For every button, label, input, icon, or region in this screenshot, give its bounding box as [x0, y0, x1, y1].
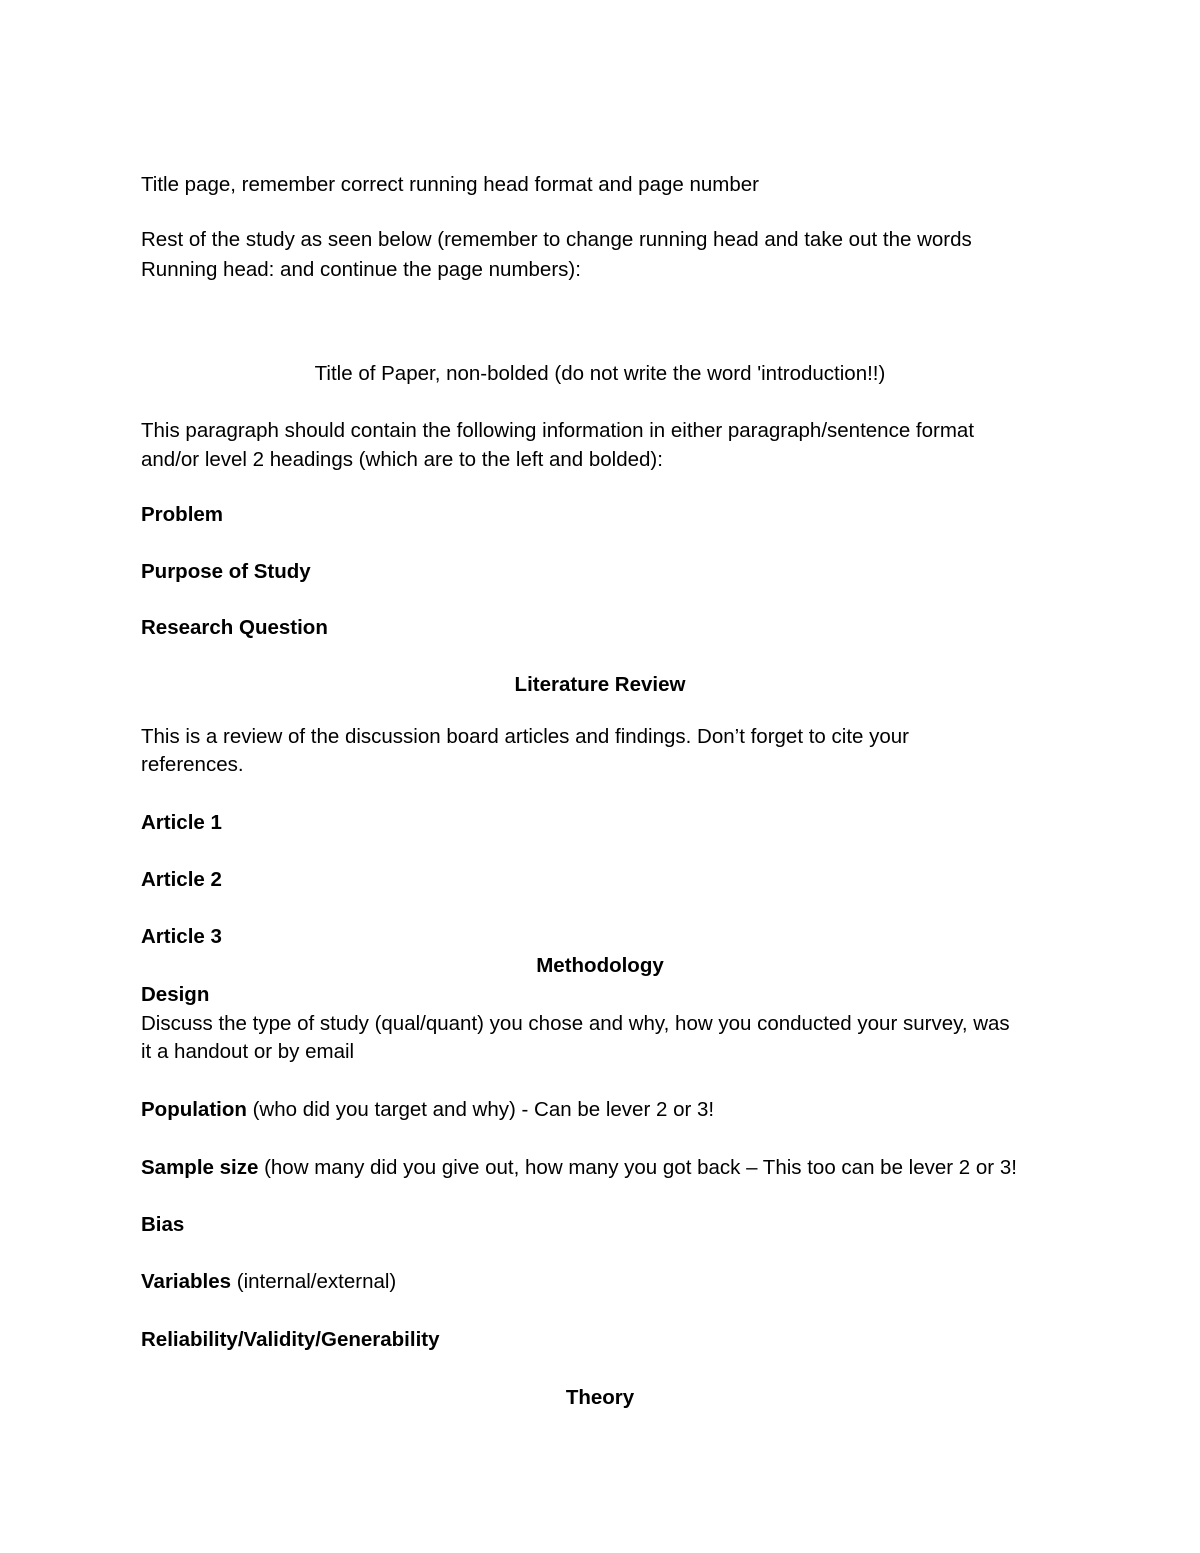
variables-label: Variables: [141, 1270, 232, 1293]
heading-literature-review: Literature Review: [514, 673, 686, 696]
sample-size-line: [141, 1154, 1061, 1182]
heading-purpose-of-study: Purpose of Study: [141, 560, 311, 583]
intro-paragraph-line-1: This paragraph should contain the following information in either paragraph/sentence format: [141, 419, 975, 442]
design-line-2: it a handout or by email: [141, 1040, 355, 1063]
sample-size-label: Sample size: [141, 1156, 259, 1179]
title-page-note: Title page, remember correct running head format and page number: [141, 173, 759, 196]
heading-article-3: Article 3: [141, 925, 222, 948]
heading-bias: Bias: [141, 1213, 185, 1236]
population-line: [141, 1096, 1061, 1124]
heading-research-question: Research Question: [141, 616, 328, 639]
variables-line: [141, 1268, 1061, 1296]
heading-theory: Theory: [565, 1386, 635, 1409]
paper-title-line: Title of Paper, non-bolded (do not write the word 'introduction!!): [314, 362, 886, 385]
heading-article-2: Article 2: [141, 868, 222, 891]
heading-methodology: Methodology: [536, 954, 664, 977]
variables-text: (internal/external): [231, 1270, 397, 1293]
heading-problem: Problem: [141, 503, 224, 526]
heading-article-1: Article 1: [141, 811, 222, 834]
heading-reliability-validity: Reliability/Validity/Generability: [141, 1328, 440, 1351]
literature-review-line-1: This is a review of the discussion board articles and findings. Don’t forget to cite your: [141, 725, 909, 748]
rest-of-study-line-2: Running head: and continue the page numbers):: [141, 258, 581, 281]
heading-design: Design: [141, 983, 210, 1006]
intro-paragraph-line-2: and/or level 2 headings (which are to the left and bolded):: [141, 448, 663, 471]
sample-size-text: (how many did you give out, how many you got back – This too can be lever 2 or 3!: [258, 1156, 1017, 1179]
design-line-1: Discuss the type of study (qual/quant) you chose and why, how you conducted your survey, was: [141, 1012, 1010, 1035]
rest-of-study-line-1: Rest of the study as seen below (remember to change running head and take out the words: [141, 228, 972, 251]
population-label: Population: [141, 1098, 247, 1121]
population-text: (who did you target and why) - Can be lever 2 or 3!: [246, 1098, 715, 1121]
literature-review-line-2: references.: [141, 753, 244, 776]
